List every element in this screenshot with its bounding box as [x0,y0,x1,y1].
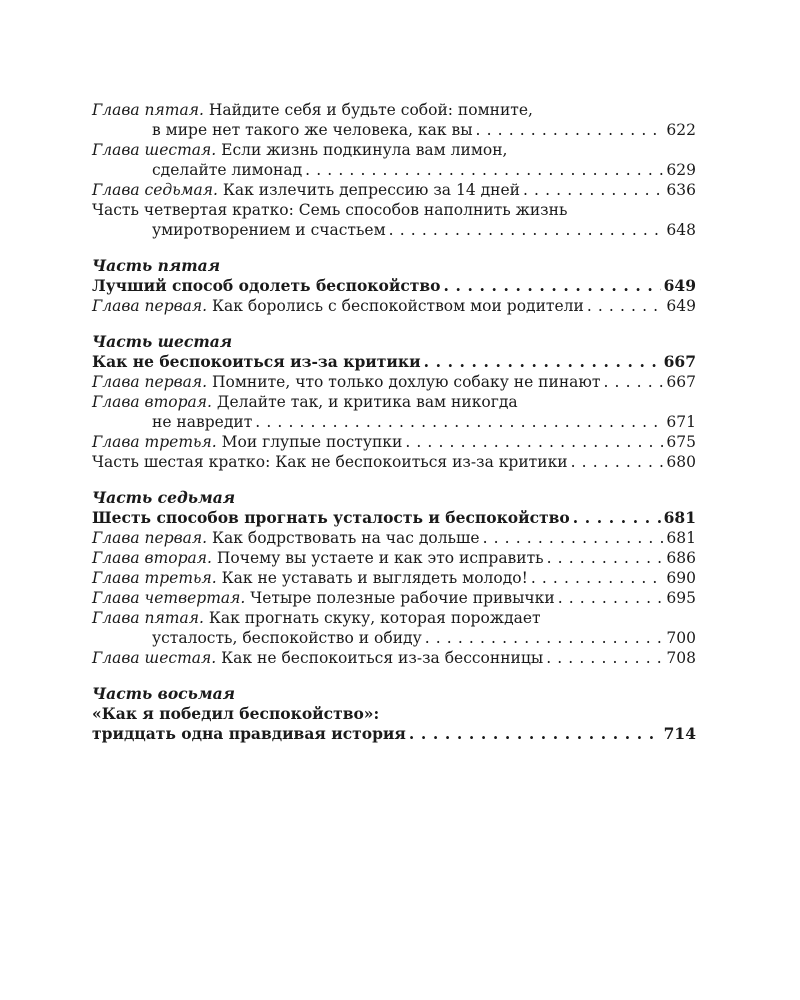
chapter-title: Как боролись с беспокойством мои родители [212,297,584,315]
chapter-label: Глава пятая. [92,101,204,119]
chapter-title-cont: усталость, беспокойство и обиду [152,629,422,647]
page-number: 700 [666,629,696,647]
chapter-label: Глава четвертая. [92,589,246,607]
summary-title: Часть четвертая кратко: Семь способов наполнить жизнь [92,201,568,219]
page-number: 636 [666,181,696,199]
page-number: 714 [663,724,696,743]
page-number: 649 [663,276,696,295]
part-heading: Часть шестая [92,332,233,351]
chapter-title: Мои глупые поступки [221,433,403,451]
dot-leader [546,648,663,668]
toc-entry [92,528,696,548]
page-number: 686 [666,549,696,567]
part-heading: Часть седьмая [92,488,236,507]
page-number: 708 [666,649,696,667]
dot-leader [483,528,664,548]
toc-entry [92,568,696,588]
chapter-label: Глава шестая. [92,649,217,667]
chapter-title: Четыре полезные рабочие привычки [250,589,555,607]
part-title: Лучший способ одолеть беспокойство . . . 649 [92,276,696,296]
chapter-title: Помните, что только дохлую собаку не пинают [212,373,601,391]
toc-entry [92,140,696,180]
dot-leader [425,628,664,648]
dot-leader [405,432,663,452]
toc-part [92,488,696,668]
dot-leader [476,120,664,140]
dot-leader [571,452,664,472]
toc-entry [92,100,696,140]
chapter-title-cont: в мире нет такого же человека, как вы [152,121,473,139]
chapter-label: Глава седьмая. [92,181,218,199]
chapter-title: Найдите себя и будьте собой: помните, [208,101,533,119]
dot-leader [443,276,660,296]
part-title: Как не беспокоиться из-за критики . . . 667 [92,352,696,372]
dot-leader [558,588,664,608]
dot-leader [305,160,663,180]
chapter-title-cont: сделайте лимонад [152,161,303,179]
dot-leader [603,372,663,392]
toc-part [92,684,696,744]
page-number: 648 [666,221,696,239]
toc-entry [92,588,696,608]
page-number: 667 [666,373,696,391]
dot-leader [409,724,661,744]
chapter-title: Если жизнь подкинула вам лимон, [221,141,508,159]
chapter-title: Как не уставать и выглядеть молодо! [221,569,528,587]
toc-part [92,332,696,472]
toc-entry [92,392,696,432]
dot-leader [523,180,663,200]
page-number: 681 [666,529,696,547]
page-number: 671 [666,413,696,431]
dot-leader [389,220,664,240]
toc-entry [92,452,696,472]
chapter-label: Глава вторая. [92,549,212,567]
part-title: Шесть способов прогнать усталость и беспокойство . . . 681 [92,508,696,528]
chapter-title: Делайте так, и критика вам никогда [216,393,518,411]
summary-title: Часть шестая кратко: Как не беспокоиться из-за критики [92,453,568,471]
chapter-label: Глава шестая. [92,141,217,159]
chapter-label: Глава первая. [92,529,208,547]
page-number: 622 [666,121,696,139]
part-heading: Часть восьмая [92,684,235,703]
part-title-cont: тридцать одна правдивая история [92,724,406,743]
chapter-title: Как бодрствовать на час дольше [212,529,480,547]
summary-title-cont: умиротворением и счастьем [152,221,386,239]
toc-entry [92,200,696,240]
toc-entry [92,372,696,392]
part-heading: Часть пятая [92,256,221,275]
dot-leader [587,296,664,316]
chapter-label: Глава пятая. [92,609,204,627]
chapter-title: Как излечить депрессию за 14 дней [222,181,520,199]
dot-leader [573,508,661,528]
toc-entry [92,180,696,200]
toc-entry [92,432,696,452]
dot-leader [531,568,664,588]
page-number: 675 [666,433,696,451]
chapter-title: Как прогнать скуку, которая порождает [208,609,541,627]
page-number: 681 [663,508,696,527]
toc-entry [92,296,696,316]
page-number: 667 [663,352,696,371]
toc-entry [92,648,696,668]
table-of-contents [92,100,696,744]
toc-entry [92,548,696,568]
dot-leader [547,548,664,568]
chapter-title: Как не беспокоиться из-за бессонницы [221,649,544,667]
page-number: 695 [666,589,696,607]
toc-part [92,256,696,316]
chapter-title: Почему вы устаете и как это исправить [216,549,544,567]
dot-leader [424,352,661,372]
chapter-label: Глава третья. [92,569,217,587]
page-number: 690 [666,569,696,587]
chapter-label: Глава первая. [92,297,208,315]
chapter-label: Глава третья. [92,433,217,451]
chapter-title-cont: не навредит [152,413,253,431]
page-number: 649 [666,297,696,315]
chapter-label: Глава первая. [92,373,208,391]
part-title: «Как я победил беспокойство»: [92,704,380,723]
page-number: 629 [666,161,696,179]
dot-leader [255,412,663,432]
toc-entry [92,608,696,648]
page-number: 680 [666,453,696,471]
chapter-label: Глава вторая. [92,393,212,411]
